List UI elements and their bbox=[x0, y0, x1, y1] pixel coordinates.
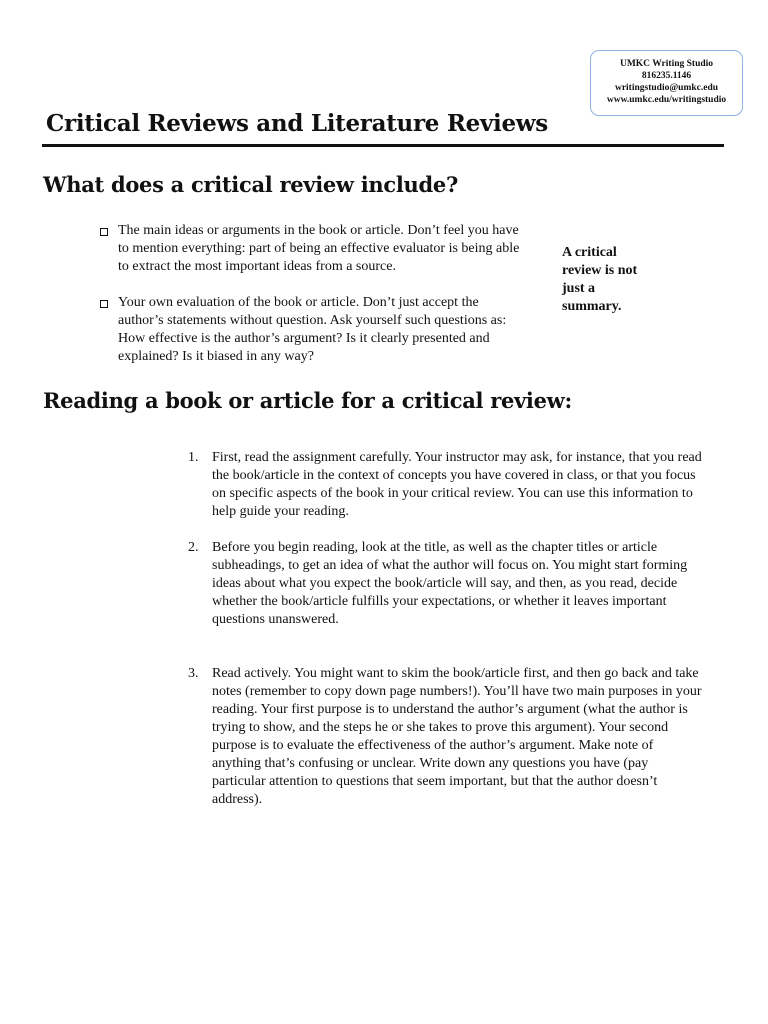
bullet-text: The main ideas or arguments in the book or article. Don’t feel you have to mention everything: part of being an effective evaluator is being able to extract the most important ideas from a source. bbox=[118, 223, 520, 274]
section-heading-reading: Reading a book or article for a critical review: bbox=[43, 388, 572, 413]
contact-email: writingstudio@umkc.edu bbox=[614, 83, 719, 93]
step-number: 1. bbox=[188, 450, 199, 465]
list-item bbox=[188, 665, 703, 809]
page-title: Critical Reviews and Literature Reviews bbox=[46, 110, 548, 137]
bullet-list bbox=[100, 222, 525, 384]
title-divider bbox=[42, 144, 724, 147]
list-item bbox=[188, 539, 703, 629]
step-number: 3. bbox=[188, 666, 199, 681]
list-item bbox=[188, 449, 703, 521]
contact-website: www.umkc.edu/writingstudio bbox=[606, 95, 727, 105]
numbered-steps-list bbox=[188, 449, 703, 809]
bullet-item bbox=[100, 294, 525, 366]
step-number: 2. bbox=[188, 540, 199, 555]
contact-box bbox=[590, 50, 743, 116]
square-bullet-icon bbox=[100, 300, 108, 308]
step-text: Read actively. You might want to skim the book/article first, and then go back and take notes (remember to copy down page numbers!). You’ll have two main purposes in your reading. Your first purpose is to understand the author’s argument (what the author is trying to show, and the steps he or she takes to prove this argument). Your second purpose is to evaluate the effectiveness of the author’s argument. Make note of anything that’s confusing or unclear. Write down any questions you have (pay particular attention to questions that seem important, but that the author doesn’t address). bbox=[212, 666, 702, 807]
step-text: First, read the assignment carefully. Your instructor may ask, for instance, that you read the book/article in the context of concepts you have covered in class, or that you focus on specific aspects of the book in your critical review. You can use this information to help guide your reading. bbox=[212, 450, 702, 519]
bullet-item bbox=[100, 222, 525, 276]
square-bullet-icon bbox=[100, 228, 108, 236]
section-heading-critical-review: What does a critical review include? bbox=[43, 172, 458, 197]
callout-note: A critical review is not just a summary. bbox=[562, 245, 638, 314]
contact-name: UMKC Writing Studio bbox=[619, 59, 714, 69]
bullet-text: Your own evaluation of the book or article. Don’t just accept the author’s statements without question. Ask yourself such questions as: How effective is the author’s argument? Is it clearly presented and explained? Is it biased in any way? bbox=[118, 295, 507, 364]
contact-phone: 816235.1146 bbox=[641, 71, 692, 81]
step-text: Before you begin reading, look at the title, as well as the chapter titles or article subheadings, to get an idea of what the author will focus on. You might start forming ideas about what you expect the book/article will say, and then, as you read, decide whether the book/article fulfills your expectations, or whether it leaves important questions unanswered. bbox=[212, 540, 688, 627]
